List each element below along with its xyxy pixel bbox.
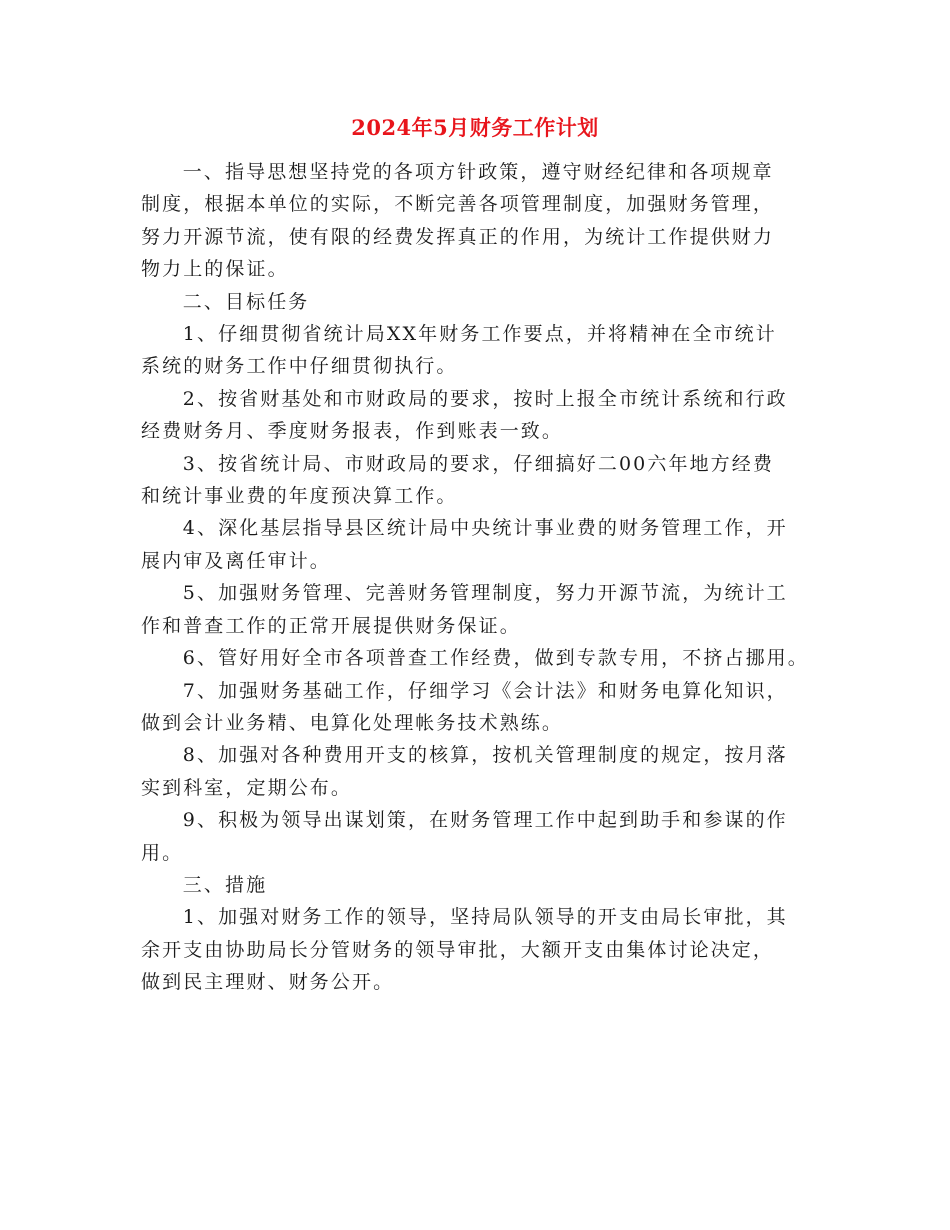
document-body	[141, 156, 821, 999]
paragraph	[141, 739, 821, 804]
paragraph-line: 5、加强财务管理、完善财务管理制度，努力开源节流，为统计工	[182, 582, 788, 605]
paragraph	[141, 577, 821, 642]
paragraph-line: 三、措施	[182, 873, 268, 896]
paragraph	[141, 675, 821, 740]
paragraph-line: 一、指导思想坚持党的各项方针政策，遵守财经纪律和各项规章	[182, 161, 774, 183]
paragraph	[141, 156, 821, 286]
paragraph-line: 做到会计业务精、电算化处理帐务技术熟练。	[141, 711, 564, 734]
paragraph-line: 和统计事业费的年度预决算工作。	[141, 485, 458, 508]
paragraph-line: 展内审及离任审计。	[141, 549, 331, 572]
paragraph-line: 7、加强财务基础工作，仔细学习《会计法》和财务电算化知识，	[182, 679, 788, 702]
paragraph	[141, 804, 821, 869]
paragraph	[141, 383, 821, 448]
paragraph	[141, 318, 821, 383]
paragraph-line: 余开支由协助局长分管财务的领导审批，大额开支由集体讨论决定，	[141, 938, 775, 961]
paragraph-line: 物力上的保证。	[141, 258, 289, 281]
paragraph-line: 努力开源节流，使有限的经费发挥真正的作用，为统计工作提供财力	[141, 225, 775, 248]
paragraph-line: 经费财务月、季度财务报表，作到账表一致。	[141, 420, 564, 443]
paragraph-line: 6、管好用好全市各项普查工作经费，做到专款专用，不挤占挪用。	[182, 647, 809, 670]
paragraph-line: 作和普查工作的正常开展提供财务保证。	[141, 614, 521, 637]
paragraph-line: 系统的财务工作中仔细贯彻执行。	[141, 355, 458, 378]
paragraph-line: 制度，根据本单位的实际，不断完善各项管理制度，加强财务管理，	[141, 193, 775, 216]
document-title: 2024年5月财务工作计划	[351, 115, 599, 140]
paragraph	[141, 448, 821, 513]
paragraph-line: 1、仔细贯彻省统计局XX年财务工作要点，并将精神在全市统计	[182, 323, 777, 346]
paragraph	[141, 642, 821, 674]
paragraph-line: 用。	[141, 841, 184, 864]
paragraph-line: 3、按省统计局、市财政局的要求，仔细搞好二00六年地方经费	[182, 452, 774, 475]
paragraph-line: 9、积极为领导出谋划策，在财务管理工作中起到助手和参谋的作	[182, 809, 788, 832]
paragraph-line: 实到科室，定期公布。	[141, 776, 353, 799]
paragraph-line: 4、深化基层指导县区统计局中央统计事业费的财务管理工作，开	[182, 517, 788, 540]
paragraph	[141, 901, 821, 998]
paragraph-line: 8、加强对各种费用开支的核算，按机关管理制度的规定，按月落	[182, 744, 788, 767]
paragraph	[141, 869, 821, 901]
paragraph	[141, 286, 821, 318]
paragraph-line: 1、加强对财务工作的领导，坚持局队领导的开支由局长审批，其	[182, 906, 788, 929]
paragraph	[141, 512, 821, 577]
paragraph-line: 做到民主理财、财务公开。	[141, 971, 395, 994]
paragraph-line: 二、目标任务	[182, 290, 310, 313]
paragraph-line: 2、按省财基处和市财政局的要求，按时上报全市统计系统和行政	[182, 387, 788, 410]
